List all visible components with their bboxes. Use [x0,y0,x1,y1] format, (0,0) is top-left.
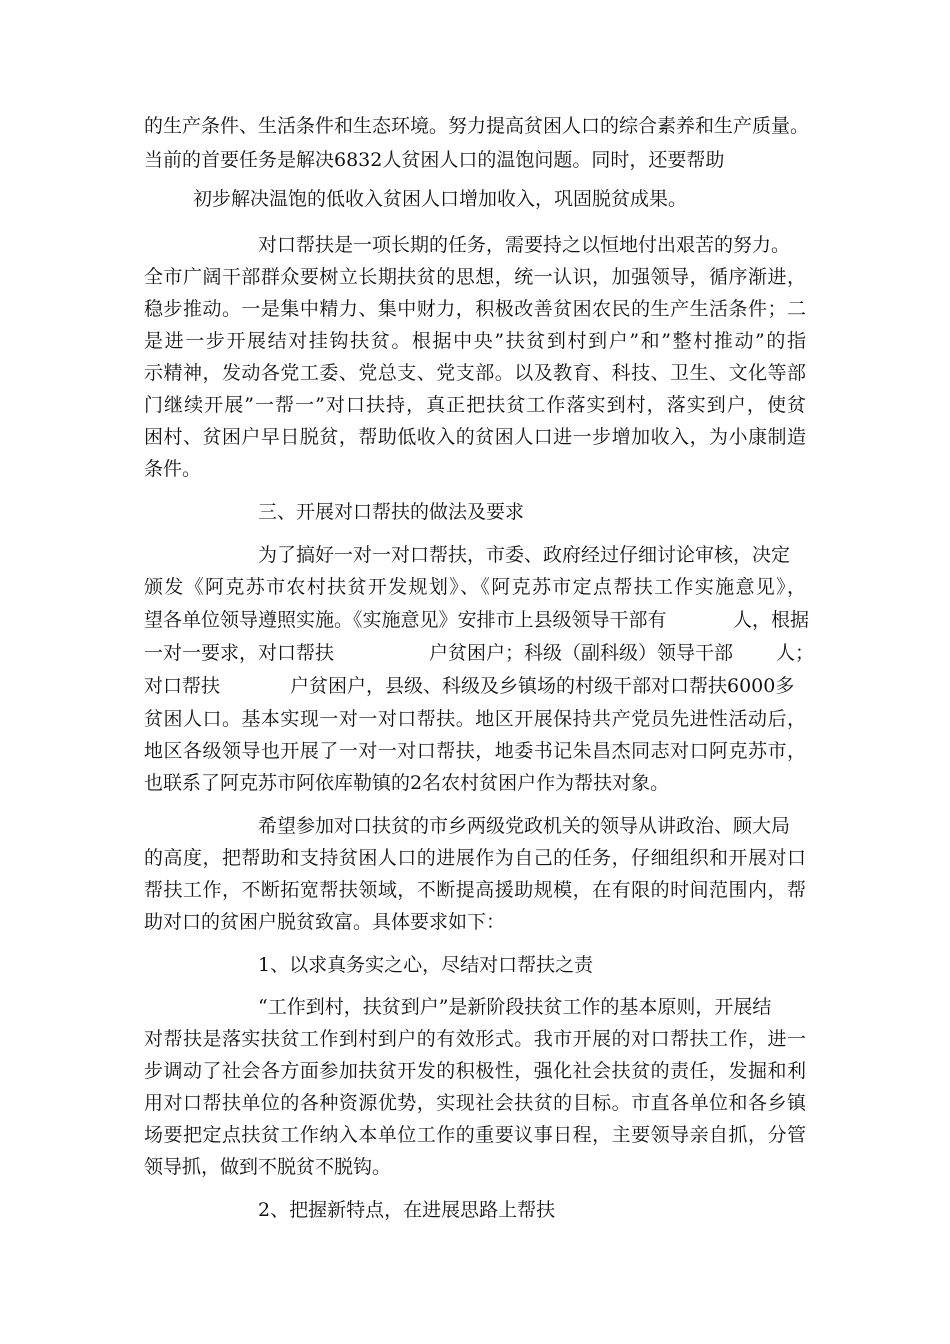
longterm-line-7: 困村、贫困户早日脱贫，帮助低收入的贫困人口进一步增加收入，为小康制造 [144,426,806,448]
item1-heading: 1、以求真务实之心，尽结对口帮扶之责 [258,954,594,976]
item1-line-4: 用对口帮扶单位的各种资源优势，实现社会扶贫的目标。市直各单位和各乡镇 [144,1092,806,1114]
item1-line-2: 对帮扶是落实扶贫工作到村到户的有效形式。我市开展的对口帮扶工作，进一 [144,1028,806,1050]
plan-line-3b: 人，根据 [733,609,810,631]
plan-line-5b: 户贫困户，县级、科级及乡镇场的村级干部对口帮扶6000多 [290,675,795,697]
hope-line-3: 帮扶工作，不断拓宽帮扶领域，不断提高援助规模，在有限的时间范围内，帮 [144,879,806,901]
longterm-line-3: 稳步推动。一是集中精力、集中财力，积极改善贫困农民的生产生活条件；二 [144,298,806,320]
item1-line-1: “工作到村，扶贫到户”是新阶段扶贫工作的基本原则，开展结 [258,996,772,1018]
plan-line-4b: 户贫困户；科级（副科级）领导干部 [429,642,734,664]
plan-line-2: 颁发《阿克苏市农村扶贫开发规划》、《阿克苏市定点帮扶工作实施意见》， [144,576,806,598]
hope-line-1: 希望参加对口扶贫的市乡两级党政机关的领导从讲政治、顾大局 [258,815,791,837]
plan-line-5a: 对口帮扶 [144,675,221,697]
longterm-line-6: 门继续开展”一帮一”对口扶持，真正把扶贫工作落实到村，落实到户，使贫 [144,394,806,416]
intro-line-3: 初步解决温饱的低收入贫困人口增加收入，巩固脱贫成果。 [193,188,688,210]
plan-line-4c: 人； [776,642,815,664]
hope-line-2: 的高度，把帮助和支持贫困人口的进展作为自己的任务，仔细组织和开展对口 [144,847,806,869]
item1-line-3: 步调动了社会各方面参加扶贫开发的积极性，强化社会扶贫的责任，发掘和利 [144,1060,806,1082]
intro-line-1: 的生产条件、生活条件和生态环境。努力提高贫困人口的综合素养和生产质量。 [144,115,810,137]
intro-line-2: 当前的首要任务是解决6832人贫困人口的温饱问题。同时，还要帮助 [144,149,725,171]
plan-line-8: 也联系了阿克苏市阿依库勒镇的2名农村贫困户作为帮扶对象。 [144,772,670,794]
item1-line-5: 场要把定点扶贫工作纳入本单位工作的重要议事日程，主要领导亲自抓，分管 [144,1124,806,1146]
plan-line-3a: 望各单位领导遵照实施。《实施意见》安排市上县级领导干部有 [144,609,667,631]
plan-line-7: 地区各级领导也开展了一对一对口帮扶，地委书记朱昌杰同志对口阿克苏市， [144,740,806,762]
longterm-line-5: 示精神，发动各党工委、党总支、党支部。以及教育、科技、卫生、文化等部 [144,362,806,384]
plan-line-6: 贫困人口。基本实现一对一对口帮扶。地区开展保持共产党员先进性活动后， [144,708,806,730]
longterm-line-8: 条件。 [144,458,202,480]
plan-line-1: 为了搞好一对一对口帮扶，市委、政府经过仔细讨论审核，决定 [258,544,791,566]
longterm-line-4: 是进一步开展结对挂钩扶贫。根据中央”扶贫到村到户”和”整村推动”的指 [144,330,806,352]
longterm-line-1: 对口帮扶是一项长期的任务，需要持之以恒地付出艰苦的努力。 [258,234,791,256]
item2-heading: 2、把握新特点，在进展思路上帮扶 [258,1199,556,1221]
plan-line-4a: 一对一要求，对口帮扶 [144,642,335,664]
longterm-line-2: 全市广阔干部群众要树立长期扶贫的思想，统一认识，加强领导，循序渐进， [144,266,806,288]
section-heading-3: 三、开展对口帮扶的做法及要求 [258,501,525,523]
hope-line-4: 助对口的贫困户脱贫致富。具体要求如下： [144,911,506,933]
item1-line-6: 领导抓，做到不脱贫不脱钩。 [144,1156,392,1178]
